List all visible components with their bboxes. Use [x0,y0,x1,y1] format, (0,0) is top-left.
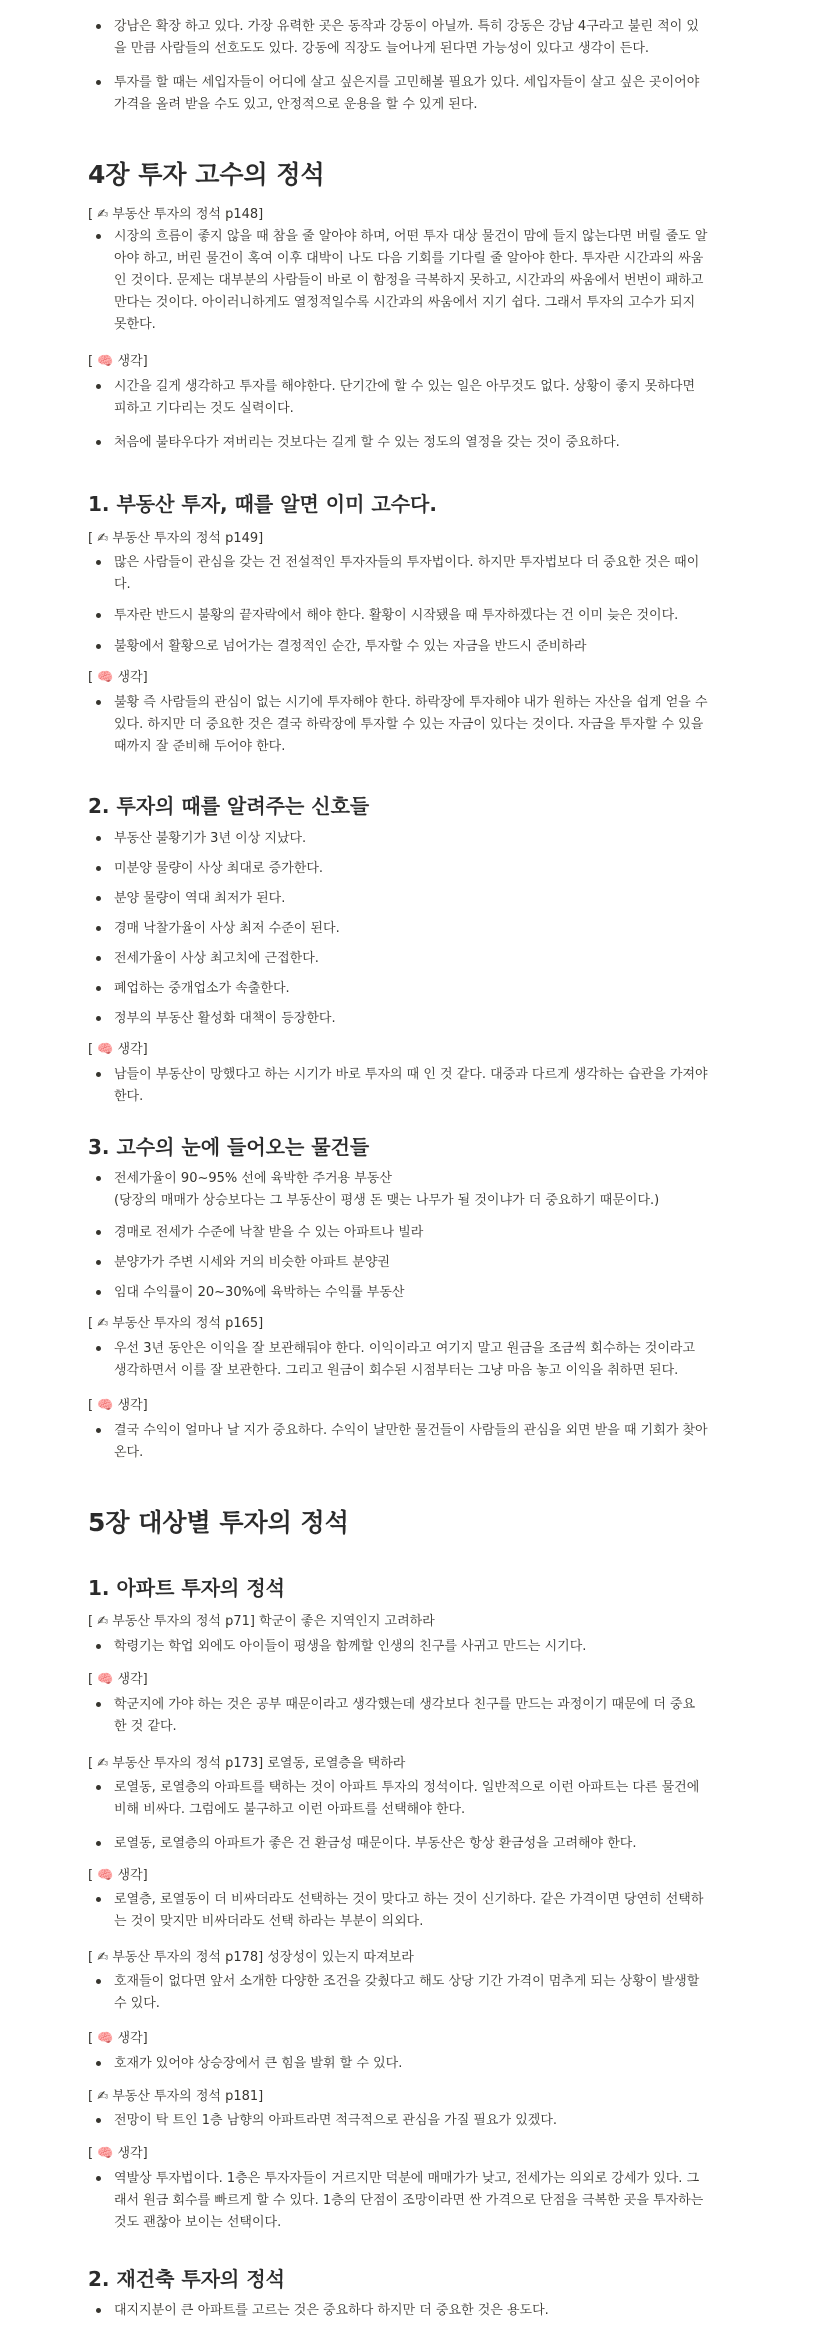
section-heading: 2. 재건축 투자의 정석 [88,2267,285,2291]
bullet-line: 한 것 같다. [114,1719,177,1734]
bullet-dot-icon [96,644,101,649]
bullet-dot-icon [96,896,101,901]
bullet-line: 때까지 잘 준비해 두어야 한다. [114,739,286,754]
quote-reference: [ 🧠 생각] [88,354,148,369]
bullet-line: 호재들이 없다면 앞서 소개한 다양한 조건을 갖췄다고 해도 상당 기간 가격이 멈추게 되는 상황이 발생할 [114,1974,700,1989]
bullet-line: 시장의 흐름이 좋지 않을 때 참을 줄 알아야 하며, 어떤 투자 대상 물건이 맘에 들지 않는다면 버릴 줄도 알 [114,229,708,244]
bullet-dot-icon [96,560,101,565]
bullet-line: 비해 비싸다. 그럼에도 불구하고 이런 아파트를 선택해야 한다. [114,1802,466,1817]
bullet-line: 로열동, 로열층의 아파트가 좋은 건 환금성 때문이다. 부동산은 항상 환금성을 고려해야 한다. [114,1836,637,1851]
bullet-line: 분양가가 주변 시세와 거의 비슷한 아파트 분양권 [114,1255,390,1270]
bullet-dot-icon [96,836,101,841]
bullet-dot-icon [96,956,101,961]
bullet-line: 생각하면서 이를 잘 보관한다. 그리고 원금이 회수된 시점부터는 그냥 마음 놓고 이익을 취하면 된다. [114,1363,679,1378]
quote-reference: [ ✍ 부동산 투자의 정석 p178] 성장성이 있는지 따져보라 [88,1950,414,1965]
bullet-item [96,1889,756,1933]
bullet-item [96,1971,756,2015]
bullet-dot-icon [96,986,101,991]
bullet-dot-icon [96,2308,101,2313]
bullet-item [96,692,756,758]
bullet-line: 불황 즉 사람들의 관심이 없는 시기에 투자해야 한다. 하락장에 투자해야 내가 원하는 자산을 쉽게 얻을 수 [114,695,708,710]
bullet-line: 경매 낙찰가율이 사상 최저 수준이 된다. [114,921,340,936]
bullet-line: 전세가율이 90~95% 선에 육박한 주거용 부동산 [114,1171,392,1186]
bullet-dot-icon [96,80,101,85]
section-heading: 3. 고수의 눈에 들어오는 물건들 [88,1135,370,1159]
bullet-item [96,1222,756,1244]
bullet-dot-icon [96,24,101,29]
bullet-line: 임대 수익률이 20~30%에 육박하는 수익률 부동산 [114,1285,405,1300]
bullet-item [96,1282,756,1304]
bullet-item [96,605,756,627]
bullet-item [96,552,756,596]
bullet-line: 우선 3년 동안은 이익을 잘 보관해둬야 한다. 이익이라고 여기지 말고 원금을 조금씩 회수하는 것이라고 [114,1341,696,1356]
quote-reference: [ 🧠 생각] [88,1868,148,1883]
bullet-dot-icon [96,1260,101,1265]
bullet-line: 아야 하고, 버린 물건이 혹여 이후 대박이 나도 다음 기회를 기다릴 줄 알아야 한다. 투자란 시간과의 싸움 [114,251,704,266]
bullet-dot-icon [96,926,101,931]
bullet-dot-icon [96,700,101,705]
bullet-line: 는 것이 맞지만 비싸더라도 선택 하라는 부분이 의외다. [114,1914,424,1929]
bullet-dot-icon [96,384,101,389]
section-heading: 2. 투자의 때를 알려주는 신호들 [88,794,370,818]
quote-reference: [ 🧠 생각] [88,670,148,685]
quote-reference: [ ✍ 부동산 투자의 정석 p173] 로열동, 로열층을 택하라 [88,1756,406,1771]
bullet-item [96,376,756,420]
bullet-line: 한다. [114,1089,144,1104]
bullet-line: 결국 수익이 얼마나 날 지가 중요하다. 수익이 날만한 물건들이 사람들의 관심을 외면 받을 때 기회가 찾아 [114,1423,708,1438]
bullet-dot-icon [96,1176,101,1181]
quote-reference: [ 🧠 생각] [88,2146,148,2161]
bullet-line: 호재가 있어야 상승장에서 큰 힘을 발휘 할 수 있다. [114,2056,403,2071]
bullet-line: 투자를 할 때는 세입자들이 어디에 살고 싶은지를 고민해볼 필요가 있다. 세입자들이 살고 싶은 곳이어야 [114,75,700,90]
quote-reference: [ 🧠 생각] [88,1042,148,1057]
section-heading: 1. 아파트 투자의 정석 [88,1576,285,1600]
bullet-line: 로열동, 로열층의 아파트를 택하는 것이 아파트 투자의 정석이다. 일반적으로 이런 아파트는 다른 물건에 [114,1780,700,1795]
bullet-dot-icon [96,2176,101,2181]
bullet-line: 남들이 부동산이 망했다고 하는 시기가 바로 투자의 때 인 것 같다. 대중과 다르게 생각하는 습관을 가져야 [114,1067,708,1082]
bullet-line: 분양 물량이 역대 최저가 된다. [114,891,286,906]
bullet-item [96,828,756,850]
quote-reference: [ ✍ 부동산 투자의 정석 p181] [88,2089,264,2104]
bullet-line: 있다. 하지만 더 중요한 것은 결국 하락장에 투자할 수 있는 자금이 있다는 것이다. 자금을 투자할 수 있을 [114,717,704,732]
section-heading: 1. 부동산 투자, 때를 알면 이미 고수다. [88,492,437,516]
bullet-dot-icon [96,1346,101,1351]
bullet-line: 학군지에 가야 하는 것은 공부 때문이라고 생각했는데 생각보다 친구를 만드는 과정이기 때문에 더 중요 [114,1697,696,1712]
bullet-item [96,1777,756,1821]
bullet-item [96,918,756,940]
bullet-line: 투자란 반드시 불황의 끝자락에서 해야 한다. 활황이 시작됐을 때 투자하겠다는 건 이미 늦은 것이다. [114,608,679,623]
bullet-item [96,72,756,116]
bullet-item [96,16,756,60]
bullet-line: 학령기는 학업 외에도 아이들이 평생을 함께할 인생의 친구를 사귀고 만드는 시기다. [114,1639,587,1654]
bullet-item [96,226,756,336]
bullet-item [96,858,756,880]
quote-reference: [ ✍ 부동산 투자의 정석 p148] [88,207,264,222]
bullet-line: 수 있다. [114,1996,160,2011]
bullet-dot-icon [96,1290,101,1295]
bullet-item [96,1064,756,1108]
bullet-item [96,636,756,658]
bullet-dot-icon [96,440,101,445]
bullet-dot-icon [96,1644,101,1649]
bullet-line: 인 것이다. 문제는 대부분의 사람들이 바로 이 함정을 극복하지 못하고, 시간과의 싸움에서 번번이 패하고 [114,273,704,288]
bullet-item [96,1636,756,1658]
chapter-heading: 4장 투자 고수의 정석 [88,160,325,189]
bullet-item [96,1168,756,1212]
bullet-dot-icon [96,234,101,239]
bullet-dot-icon [96,1785,101,1790]
bullet-line: 다. [114,577,131,592]
quote-reference: [ 🧠 생각] [88,1398,148,1413]
bullet-line: 강남은 확장 하고 있다. 가장 유력한 곳은 동작과 강동이 아닐까. 특히 강동은 강남 4구라고 불린 적이 있 [114,19,699,34]
bullet-item [96,1338,756,1382]
quote-reference: [ ✍ 부동산 투자의 정석 p165] [88,1316,264,1331]
bullet-item [96,1008,756,1030]
bullet-item [96,1420,756,1464]
bullet-item [96,1252,756,1274]
bullet-line: 전망이 탁 트인 1층 남향의 아파트라면 적극적으로 관심을 가질 필요가 있겠다. [114,2113,558,2128]
bullet-dot-icon [96,2118,101,2123]
bullet-dot-icon [96,1428,101,1433]
quote-reference: [ ✍ 부동산 투자의 정석 p71] 학군이 좋은 지역인지 고려하라 [88,1614,435,1629]
bullet-item [96,2110,756,2132]
bullet-line: 것도 괜찮아 보이는 선택이다. [114,2215,282,2230]
bullet-item [96,2053,756,2075]
bullet-line: 을 만큼 사람들의 선호도도 있다. 강동에 직장도 늘어나게 된다면 가능성이 있다고 생각이 든다. [114,41,650,56]
bullet-item [96,2168,756,2234]
bullet-line: 처음에 불타우다가 져버리는 것보다는 길게 할 수 있는 정도의 열정을 갖는 것이 중요하다. [114,435,620,450]
bullet-line: 만다는 것이다. 아이러니하게도 열정적일수록 시간과의 싸움에서 지기 쉽다. 그래서 투자의 고수가 되지 [114,295,696,310]
bullet-item [96,948,756,970]
bullet-dot-icon [96,613,101,618]
bullet-item [96,1694,756,1738]
bullet-line: 미분양 물량이 사상 최대로 증가한다. [114,861,324,876]
bullet-item [96,1833,756,1855]
bullet-dot-icon [96,2061,101,2066]
bullet-line: 대지지분이 큰 아파트를 고르는 것은 중요하다 하지만 더 중요한 것은 용도다. [114,2303,549,2318]
quote-reference: [ 🧠 생각] [88,1672,148,1687]
bullet-line: 많은 사람들이 관심을 갖는 건 전설적인 투자자들의 투자법이다. 하지만 투자법보다 더 중요한 것은 때이 [114,555,700,570]
bullet-dot-icon [96,1979,101,1984]
bullet-line: 못한다. [114,317,156,332]
chapter-heading: 5장 대상별 투자의 정석 [88,1508,349,1537]
bullet-line: 불황에서 활황으로 넘어가는 결정적인 순간, 투자할 수 있는 자금을 반드시 준비하라 [114,639,587,654]
bullet-item [96,2300,756,2322]
bullet-line: (당장의 매매가 상승보다는 그 부동산이 평생 돈 맺는 나무가 될 것이냐가 더 중요하기 때문이다.) [114,1193,660,1208]
quote-reference: [ ✍ 부동산 투자의 정석 p149] [88,531,264,546]
bullet-item [96,888,756,910]
bullet-line: 정부의 부동산 활성화 대책이 등장한다. [114,1011,336,1026]
bullet-line: 폐업하는 중개업소가 속출한다. [114,981,290,996]
bullet-line: 가격을 올려 받을 수도 있고, 안정적으로 운용을 할 수 있게 된다. [114,97,478,112]
bullet-item [96,978,756,1000]
bullet-dot-icon [96,1072,101,1077]
bullet-line: 로열층, 로열동이 더 비싸더라도 선택하는 것이 맞다고 하는 것이 신기하다. 같은 가격이면 당연히 선택하 [114,1892,704,1907]
bullet-dot-icon [96,1230,101,1235]
bullet-line: 역발상 투자법이다. 1층은 투자자들이 거르지만 덕분에 매매가가 낮고, 전세가는 의외로 강세가 있다. 그 [114,2171,700,2186]
bullet-line: 온다. [114,1445,144,1460]
bullet-dot-icon [96,1016,101,1021]
bullet-line: 시간을 길게 생각하고 투자를 해야한다. 단기간에 할 수 있는 일은 아무것도 없다. 상황이 좋지 못하다면 [114,379,695,394]
bullet-dot-icon [96,1841,101,1846]
bullet-line: 경매로 전세가 수준에 낙찰 받을 수 있는 아파트나 빌라 [114,1225,424,1240]
bullet-dot-icon [96,1702,101,1707]
bullet-line: 래서 원금 회수를 빠르게 할 수 있다. 1층의 단점이 조망이라면 싼 가격으로 단점을 극복한 곳을 투자하는 [114,2193,704,2208]
quote-reference: [ 🧠 생각] [88,2031,148,2046]
bullet-dot-icon [96,866,101,871]
bullet-dot-icon [96,1897,101,1902]
bullet-line: 피하고 기다리는 것도 실력이다. [114,401,294,416]
bullet-line: 부동산 불황기가 3년 이상 지났다. [114,831,307,846]
bullet-line: 전세가율이 사상 최고치에 근접한다. [114,951,319,966]
bullet-item [96,432,756,454]
